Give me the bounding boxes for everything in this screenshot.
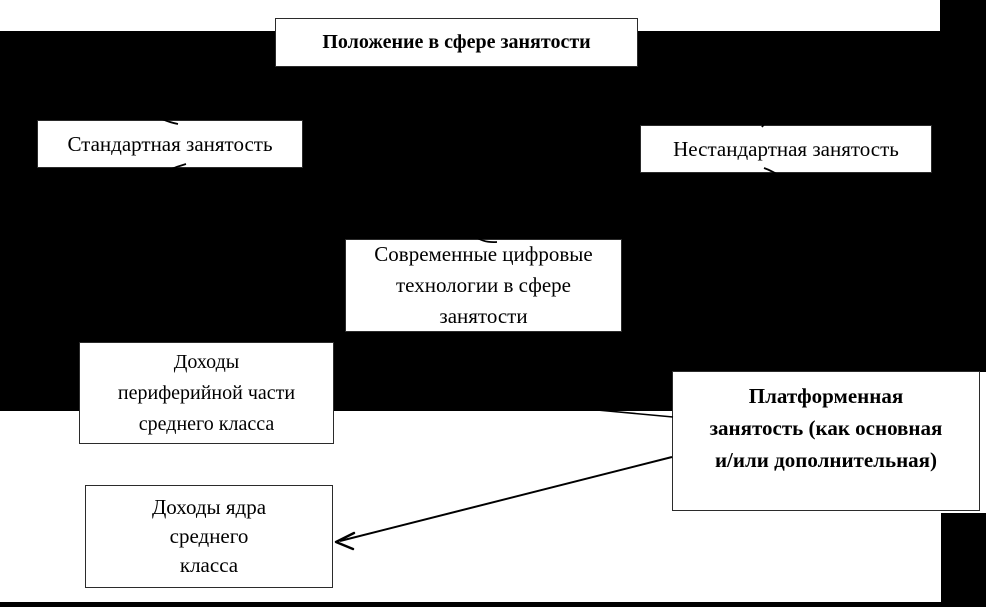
node-core-line-1: Доходы ядра [151,495,267,519]
node-digital-line-2: технологии в сфере [396,273,571,297]
node-periphery-line-3: среднего класса [138,412,275,435]
node-periphery-line-2: периферийной части [117,381,296,404]
node-digital-line-1: Современные цифровые [374,242,593,266]
node-periphery-incomes [79,342,334,444]
node-platform-employment [672,371,980,511]
node-standard-employment [37,120,303,168]
arrowhead-icon [336,533,354,549]
node-platform-line-2: занятость (как основная [709,416,943,440]
node-employment-position [275,18,638,67]
black-mask-band-right [672,31,986,372]
arrow-platform-to-core-line [340,457,672,541]
node-periphery-line-1: Доходы [173,350,240,373]
node-digital-technologies [345,239,622,332]
node-platform-line-3: и/или дополнительная) [714,448,938,472]
node-standard-employment-label: Стандартная занятость [67,131,273,156]
node-core-line-3: класса [179,553,239,577]
node-platform-line-1: Платформенная [748,384,904,408]
black-mask-bottom-right [941,513,986,607]
black-mask-top-right-corner [940,0,986,32]
connector-band-to-platform [597,410,673,417]
node-nonstandard-employment [640,125,932,173]
node-core-line-2: среднего [169,524,249,548]
node-core-incomes [85,485,333,588]
node-employment-position-label: Положение в сфере занятости [322,31,591,53]
bottom-rule [0,602,986,607]
node-digital-line-3: занятости [439,304,528,328]
node-nonstandard-employment-label: Нестандартная занятость [673,136,899,161]
